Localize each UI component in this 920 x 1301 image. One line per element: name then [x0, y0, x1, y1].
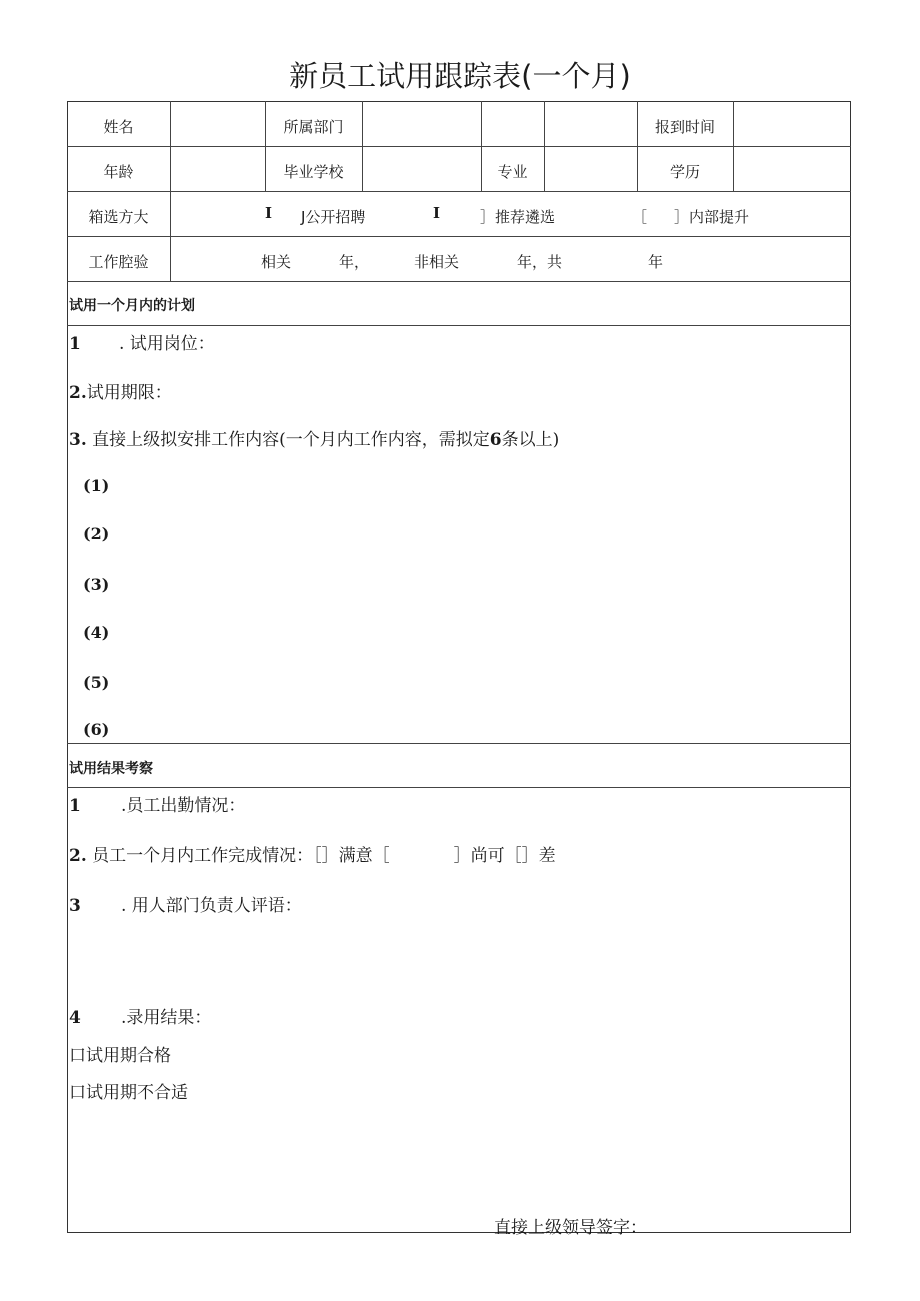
col-divider	[362, 101, 363, 191]
result-heading: 试用结果考察	[69, 761, 153, 777]
school-label: 毕业学校	[283, 163, 344, 181]
item-text: 员工一个月内工作完成情况：［］满意［	[86, 846, 390, 866]
plan-item-position	[69, 329, 215, 354]
name-label: 姓名	[103, 118, 134, 136]
result-comment	[69, 891, 302, 916]
item-number: 2.	[69, 846, 87, 866]
row-divider	[67, 281, 851, 282]
experience-year: 年	[648, 253, 664, 271]
task-item: (6)	[83, 720, 110, 739]
plan-item-content	[69, 425, 559, 450]
experience-related: 相关	[261, 253, 292, 271]
item-number: 2.	[69, 383, 87, 403]
option-mark: ［	[632, 208, 648, 226]
item-text: . 试用岗位：	[119, 334, 215, 354]
item-text: .录用结果：	[121, 1008, 212, 1028]
col-divider	[544, 101, 545, 191]
dept-label: 所属部门	[283, 118, 344, 136]
experience-year: 年，	[339, 253, 370, 271]
item-text: ］尚可［］差	[453, 846, 556, 866]
experience-year-total: 年，共	[517, 253, 563, 271]
option-public-recruit: J公开招聘	[301, 208, 366, 226]
report-time-label: 报到时间	[654, 118, 715, 136]
option-mark: I	[433, 204, 441, 222]
item-number: 3	[69, 896, 81, 916]
row-divider	[67, 191, 851, 192]
item-number: 1	[69, 796, 81, 816]
plan-item-period	[69, 378, 172, 403]
item-text: 直接上级拟安排工作内容(一个月内工作内容，需拟定	[86, 430, 490, 450]
hire-fail-option: 口试用期不合适	[69, 1083, 188, 1103]
result-attendance	[69, 791, 245, 816]
supervisor-signature: 直接上级领导签字：	[494, 1218, 647, 1238]
form-title: 新员工试用跟踪表(一个月)	[289, 59, 631, 93]
task-item: (1)	[83, 476, 110, 495]
experience-label: 工作腔验	[88, 253, 149, 271]
result-hire	[69, 1003, 211, 1028]
row-divider	[67, 787, 851, 788]
item-text: . 用人部门负责人评语：	[121, 896, 302, 916]
item-number: 3.	[69, 430, 87, 450]
plan-heading: 试用一个月内的计划	[69, 298, 195, 314]
item-text: 条以上)	[501, 430, 560, 450]
education-label: 学历	[669, 163, 700, 181]
item-text: .员工出勤情况：	[121, 796, 246, 816]
task-item: (4)	[83, 623, 110, 642]
age-label: 年龄	[103, 163, 134, 181]
item-number: 4	[69, 1008, 81, 1028]
option-mark: I	[265, 204, 273, 222]
item-number: 1	[69, 334, 81, 354]
result-completion	[69, 841, 556, 866]
col-divider	[733, 101, 734, 191]
col-divider	[170, 101, 171, 281]
option-recommend: ］推荐遴选	[480, 208, 556, 226]
option-internal: ］内部提升	[674, 208, 750, 226]
task-item: (3)	[83, 575, 110, 594]
major-label: 专业	[497, 163, 528, 181]
selection-label: 箱选方大	[88, 208, 149, 226]
row-divider	[67, 325, 851, 326]
experience-unrelated: 非相关	[414, 253, 460, 271]
item-count: 6	[489, 430, 502, 450]
item-text: 试用期限：	[86, 383, 172, 403]
task-item: (5)	[83, 673, 110, 692]
row-divider	[67, 236, 851, 237]
row-divider	[67, 743, 851, 744]
task-item: (2)	[83, 524, 110, 543]
hire-pass-option: 口试用期合格	[69, 1046, 171, 1066]
